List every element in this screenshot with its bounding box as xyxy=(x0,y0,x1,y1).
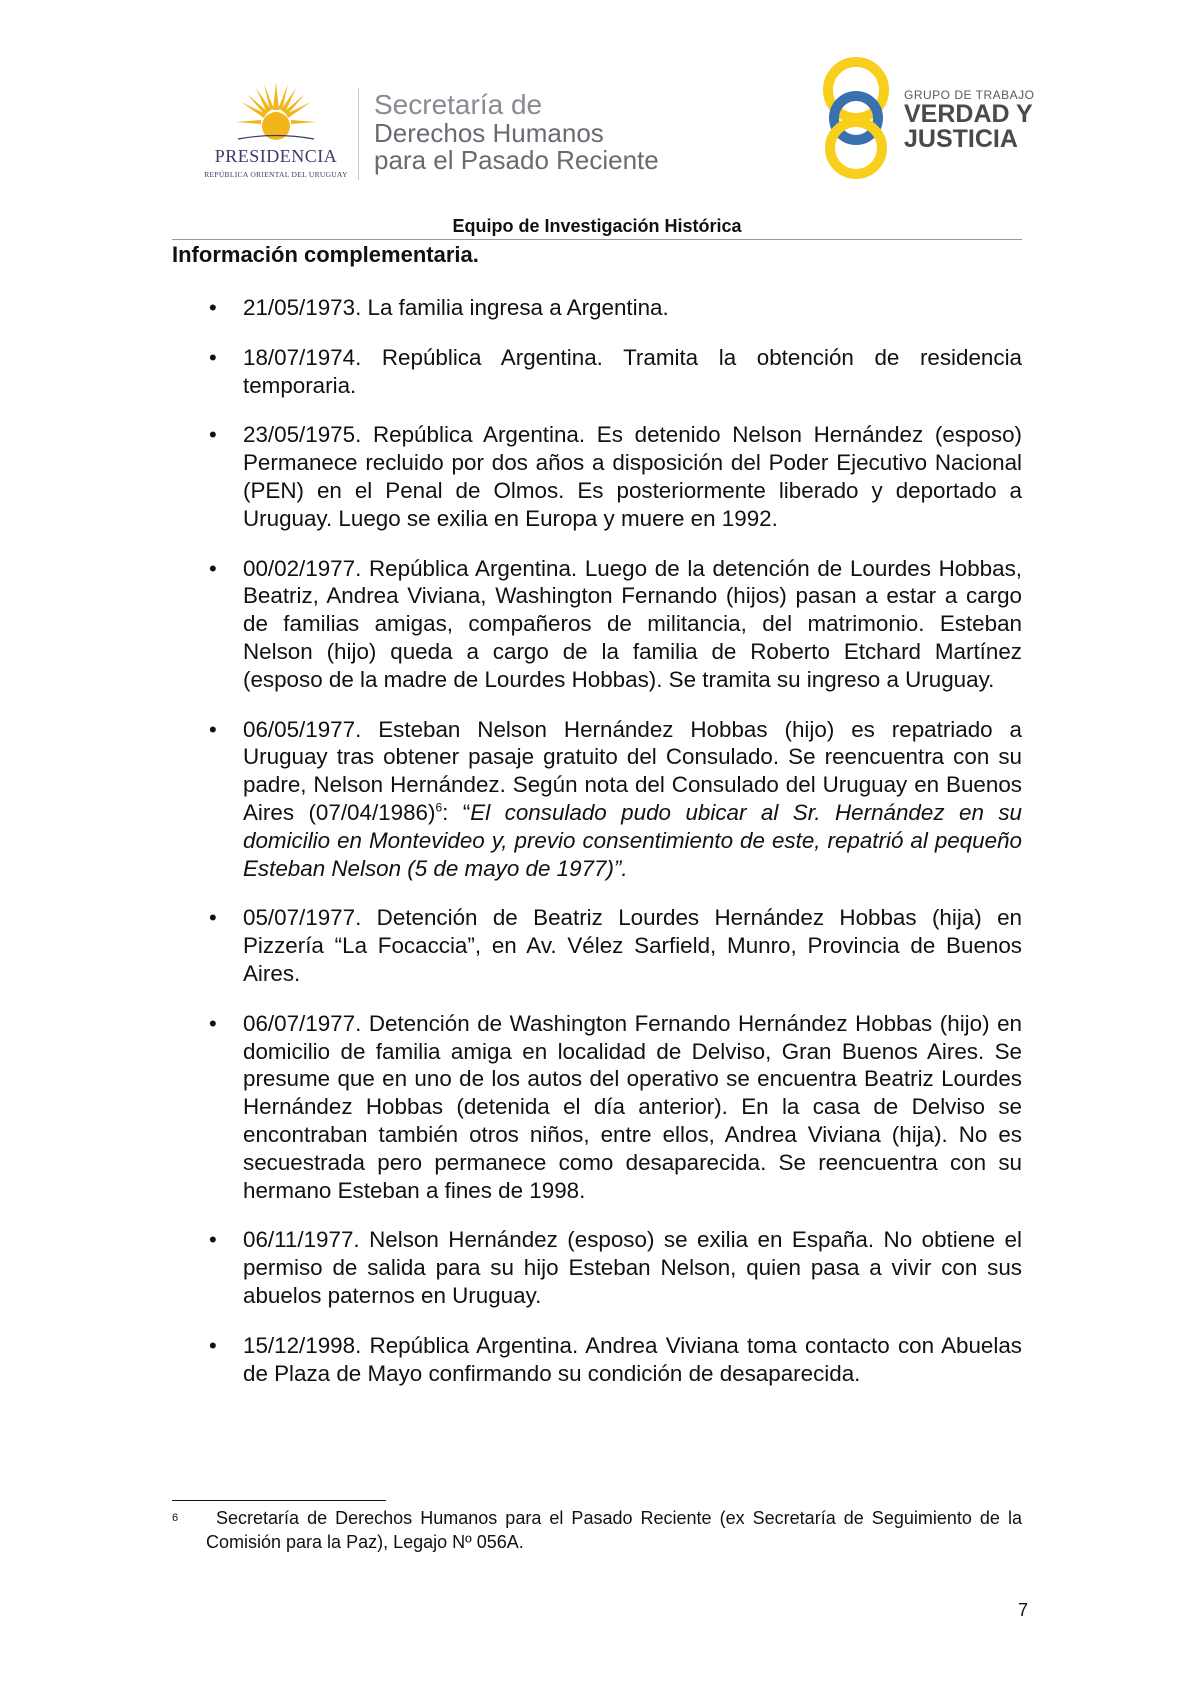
verdad-line: VERDAD Y xyxy=(904,100,1033,128)
footnote-text: Secretaría de Derechos Humanos para el Pasado Reciente (ex Secretaría de Seguimiento de la Comisión para la Paz), Legajo Nº 056A. xyxy=(206,1508,1022,1552)
chronology-list xyxy=(172,294,1022,1409)
entry-text: 06/05/1977. Esteban Nelson Hernández Hobbas (hijo) es repatriado a Uruguay tras obtener pasaje gratuito del Consulado. Se reencuentra con su padre, Nelson Hernández. Según nota del Consulado del Uruguay en Buenos Aires (07/04/1986) xyxy=(243,716,1022,825)
list-item xyxy=(172,555,1022,694)
secretaria-line-1: Secretaría de xyxy=(374,89,543,120)
presidencia-logo xyxy=(196,82,356,182)
secretaria-line-3: para el Pasado Reciente xyxy=(374,145,659,175)
list-item xyxy=(172,1010,1022,1205)
list-item xyxy=(172,1332,1022,1388)
grupo-trabajo-label: GRUPO DE TRABAJO xyxy=(904,88,1035,102)
secretaria-logo xyxy=(374,90,659,174)
list-item xyxy=(172,344,1022,400)
secretaria-line-2: Derechos Humanos xyxy=(374,118,604,148)
list-item xyxy=(172,1226,1022,1309)
justicia-line: JUSTICIA xyxy=(904,125,1018,153)
entry-text: 23/05/1975. República Argentina. Es detenido Nelson Hernández (esposo) Permanece recluido por dos años a disposición del Poder Ejecutivo Nacional (PEN) en el Penal de Olmos. Es posteriormente liberado y deportado a Uruguay. Luego se exilia en Europa y muere en 1992. xyxy=(243,422,1022,531)
bullet-icon: • xyxy=(209,295,217,320)
verdad-justicia-title xyxy=(904,102,1033,152)
logo-divider xyxy=(358,88,359,180)
entry-text: 21/05/1973. La familia ingresa a Argentina. xyxy=(243,295,669,320)
header-rule xyxy=(172,239,1022,240)
bullet-icon: • xyxy=(209,1010,217,1036)
bullet-icon: • xyxy=(209,905,217,931)
bullet-icon: • xyxy=(209,1227,217,1253)
list-item xyxy=(172,716,1022,883)
footnote-rule xyxy=(172,1500,386,1501)
entry-quote: El consulado pudo ubicar al Sr. Hernández en su domicilio en Montevideo y, previo consentimiento de este, repatrió al pequeño Esteban Nelson (5 de mayo de 1977) xyxy=(243,799,1022,881)
entry-text: 00/02/1977. República Argentina. Luego de la detención de Lourdes Hobbas, Beatriz, Andrea Viviana, Washington Fernando (hijos) pasan a estar a cargo de familias amigas, compañeros de militancia, del matrimonio. Esteban Nelson (hijo) queda a cargo de la familia de Roberto Etchard Martínez (esposo de la madre de Lourdes Hobbas). Se tramita su ingreso a Uruguay. xyxy=(243,555,1022,692)
list-item xyxy=(172,421,1022,532)
list-item xyxy=(172,904,1022,987)
entry-text: 15/12/1998. República Argentina. Andrea Viviana toma contacto con Abuelas de Plaza de Mayo confirmando su condición de desaparecida. xyxy=(243,1332,1022,1386)
entry-text-connector: : “ xyxy=(442,799,471,825)
entry-text: 05/07/1977. Detención de Beatriz Lourdes Hernández Hobbas (hija) en Pizzería “La Focaccia”, en Av. Vélez Sarfield, Munro, Provincia de Buenos Aires. xyxy=(243,905,1022,986)
footnote-number: 6 xyxy=(172,1512,179,1524)
presidencia-name: PRESIDENCIA xyxy=(214,146,338,166)
footnote xyxy=(172,1506,1022,1554)
verdad-justicia-emblem-icon xyxy=(820,56,892,180)
section-title: Información complementaria. xyxy=(172,242,479,267)
verdad-justicia-logo xyxy=(820,56,1035,182)
presidencia-subtitle: REPÚBLICA ORIENTAL DEL URUGUAY xyxy=(204,170,348,179)
sun-emblem-icon xyxy=(236,82,316,150)
running-header: Equipo de Investigación Histórica xyxy=(452,216,742,236)
entry-quote-end: ”. xyxy=(613,855,628,881)
entry-text: 18/07/1974. República Argentina. Tramita la obtención de residencia temporaria. xyxy=(243,344,1022,398)
bullet-icon: • xyxy=(209,555,217,581)
page-number: 7 xyxy=(1017,1600,1028,1620)
bullet-icon: • xyxy=(209,716,217,742)
bullet-icon: • xyxy=(209,422,217,448)
bullet-icon: • xyxy=(209,1332,217,1358)
entry-text: 06/07/1977. Detención de Washington Fernando Hernández Hobbas (hijo) en domicilio de familia amiga en localidad de Delviso, Gran Buenos Aires. Se presume que en uno de los autos del operativo se encuentra Beatriz Lourdes Hernández Hobbas (detenida el día anterior). En la casa de Delviso se encontraban también otros niños, entre ellos, Andrea Viviana (hija). No es secuestrada pero permanece como desaparecida. Se reencuentra con su hermano Esteban a fines de 1998. xyxy=(243,1010,1022,1203)
bullet-icon: • xyxy=(209,344,217,370)
footnote-ref[interactable]: 6 xyxy=(435,800,443,815)
list-item xyxy=(172,294,1022,322)
entry-text: 06/11/1977. Nelson Hernández (esposo) se exilia en España. No obtiene el permiso de salida para su hijo Esteban Nelson, quien pasa a vivir con sus abuelos paternos en Uruguay. xyxy=(243,1227,1022,1308)
